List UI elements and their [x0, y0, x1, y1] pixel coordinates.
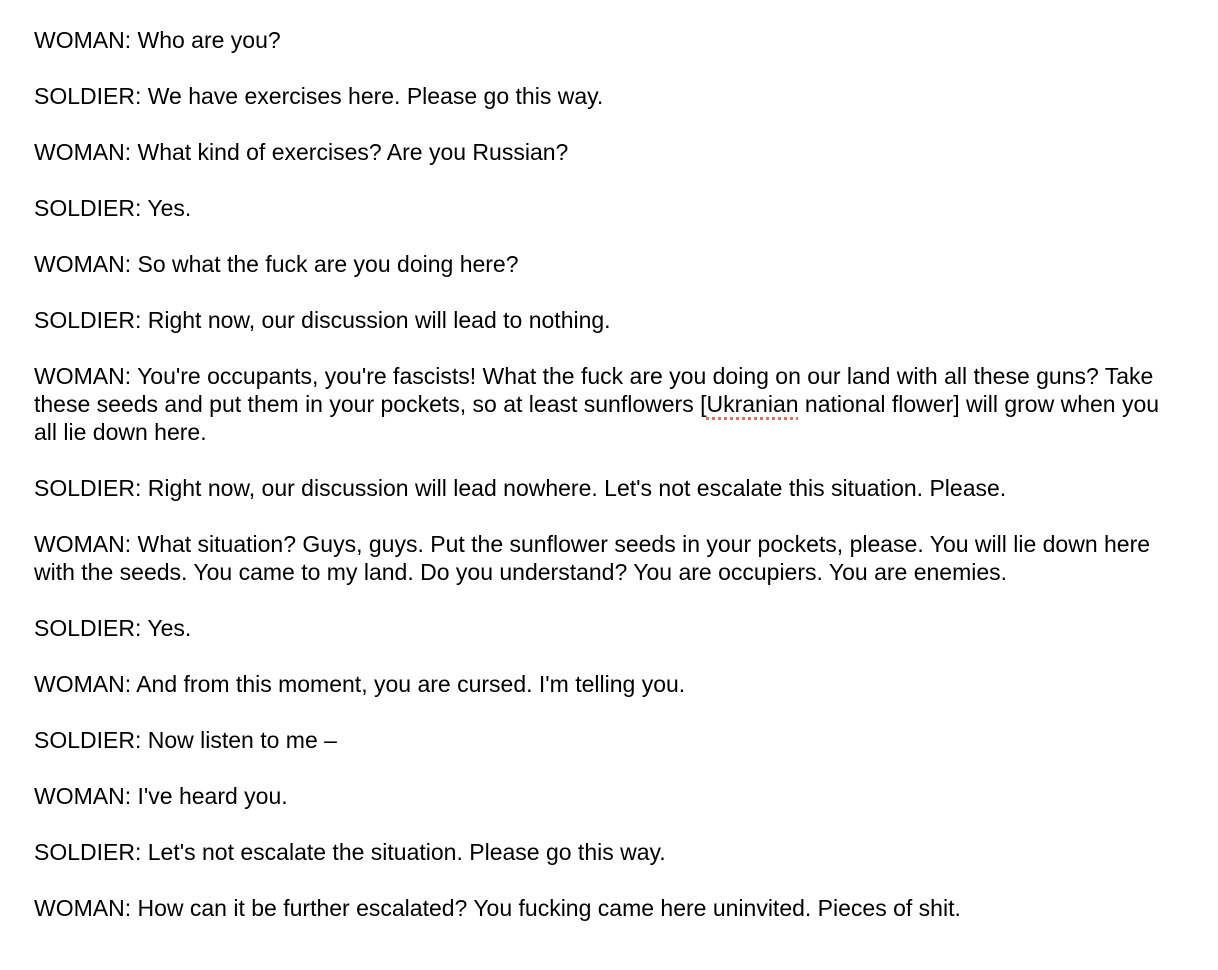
dialogue-line: SOLDIER: Yes.	[34, 195, 192, 221]
dialogue-line: WOMAN: How can it be further escalated? You fucking came here uninvited. Pieces of shit.	[34, 895, 961, 921]
dialogue-line: SOLDIER: We have exercises here. Please go this way.	[34, 83, 604, 109]
dialogue-line	[34, 362, 1184, 446]
transcript-document	[34, 26, 1184, 950]
dialogue-line: SOLDIER: Now listen to me –	[34, 727, 337, 753]
dialogue-line: WOMAN: What situation? Guys, guys. Put the sunflower seeds in your pockets, please. You will lie down here with the seeds. You came to my land. Do you understand? You are occupiers. You are enemies.	[34, 531, 1151, 585]
dialogue-line: WOMAN: So what the fuck are you doing here?	[34, 251, 519, 277]
dialogue-line: WOMAN: What kind of exercises? Are you Russian?	[34, 139, 569, 165]
spellcheck-flagged-word[interactable]: Ukranian	[706, 391, 799, 417]
dialogue-line: WOMAN: Who are you?	[34, 27, 281, 53]
dialogue-line: SOLDIER: Right now, our discussion will lead to nothing.	[34, 307, 611, 333]
dialogue-text-after: national flower] will grow when you all lie down here.	[34, 391, 1160, 445]
dialogue-line: WOMAN: And from this moment, you are cursed. I'm telling you.	[34, 671, 686, 697]
dialogue-line: SOLDIER: Let's not escalate the situation. Please go this way.	[34, 839, 666, 865]
dialogue-line: SOLDIER: Right now, our discussion will lead nowhere. Let's not escalate this situation. Please.	[34, 475, 1007, 501]
dialogue-line: SOLDIER: Yes.	[34, 615, 192, 641]
dialogue-text-before: WOMAN: You're occupants, you're fascists! What the fuck are you doing on our land with all these guns? Take these seeds and put them in your pockets, so at least sunflowers [	[34, 363, 1154, 417]
dialogue-line: WOMAN: I've heard you.	[34, 783, 288, 809]
